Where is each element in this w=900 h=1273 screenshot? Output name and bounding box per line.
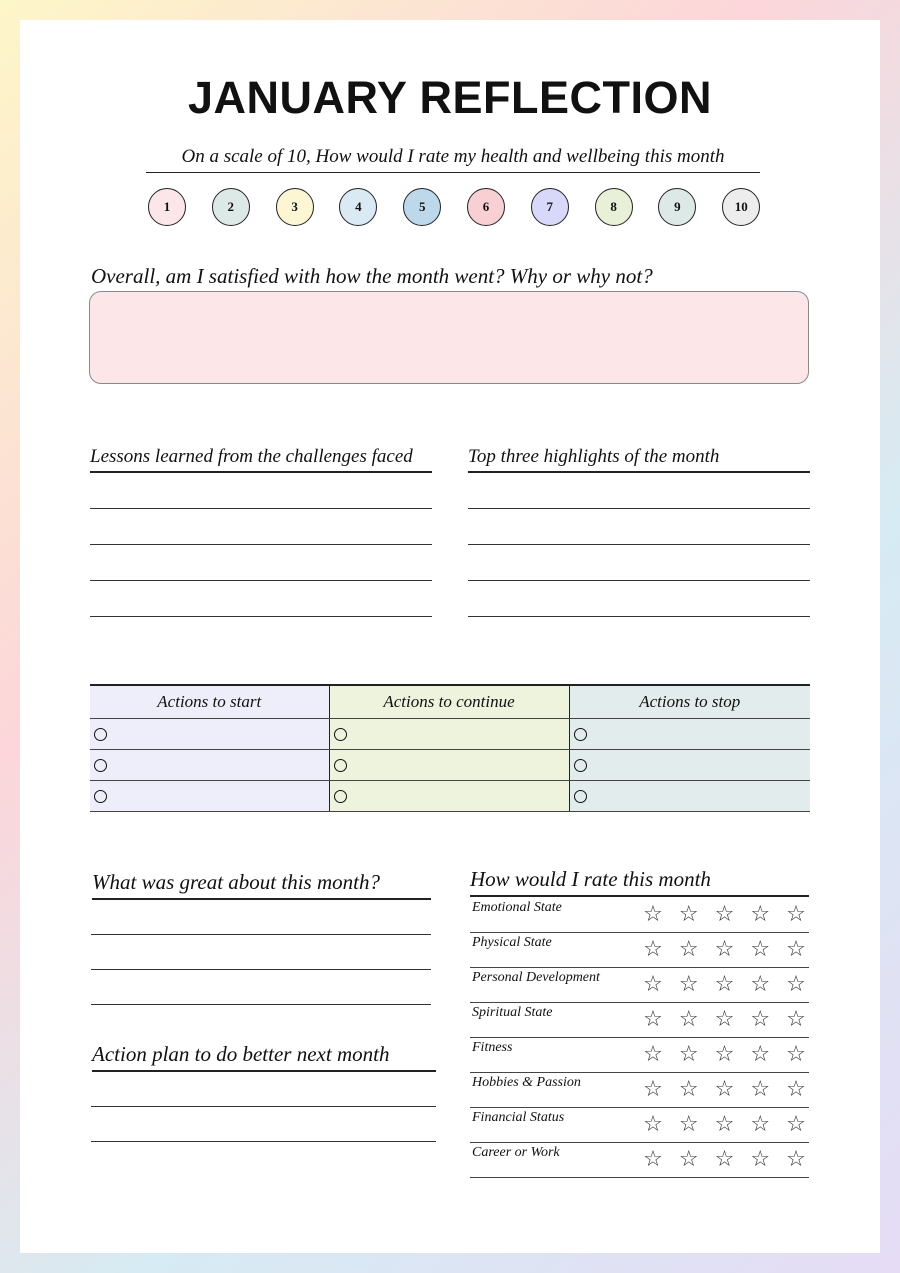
lessons-lines[interactable] [90, 473, 432, 617]
star-icon[interactable]: ☆ [678, 1042, 699, 1067]
writing-line [90, 508, 432, 509]
star-icon[interactable]: ☆ [643, 1077, 663, 1102]
star-icon[interactable]: ☆ [786, 937, 806, 962]
writing-line [90, 616, 432, 617]
highlights-lines[interactable] [468, 473, 810, 617]
action-start-cell[interactable] [90, 750, 329, 781]
checkbox-circle-icon[interactable] [334, 759, 347, 772]
star-rating [642, 1149, 809, 1171]
rating-row [470, 1073, 809, 1108]
star-icon[interactable]: ☆ [714, 1147, 735, 1172]
star-rating [642, 1114, 809, 1136]
rating-category-label: Hobbies & Passion [472, 1075, 581, 1090]
scale-option-10[interactable]: 10 [722, 188, 760, 226]
writing-line [91, 1141, 436, 1142]
star-rating [642, 904, 809, 926]
lessons-heading: Lessons learned from the challenges faced [90, 446, 432, 473]
rating-category-label: Fitness [472, 1040, 513, 1055]
star-icon[interactable]: ☆ [750, 1147, 771, 1172]
star-icon[interactable]: ☆ [750, 1042, 771, 1067]
star-icon[interactable]: ☆ [750, 1112, 771, 1137]
action-stop-cell[interactable] [569, 750, 810, 781]
rating-row [470, 1038, 809, 1073]
star-icon[interactable]: ☆ [643, 902, 663, 927]
action-stop-cell[interactable] [569, 781, 810, 812]
checkbox-circle-icon[interactable] [334, 790, 347, 803]
satisfied-question: Overall, am I satisfied with how the month went? Why or why not? [91, 264, 653, 288]
action-start-cell[interactable] [90, 781, 329, 812]
star-icon[interactable]: ☆ [714, 937, 735, 962]
wellbeing-scale [148, 188, 762, 228]
star-icon[interactable]: ☆ [714, 1007, 735, 1032]
actions-stop-header: Actions to stop [569, 685, 810, 719]
star-icon[interactable]: ☆ [786, 972, 806, 997]
star-icon[interactable]: ☆ [786, 1147, 806, 1172]
star-icon[interactable]: ☆ [750, 1007, 771, 1032]
action-continue-cell[interactable] [329, 750, 569, 781]
action-plan-lines[interactable] [91, 1072, 436, 1142]
rating-list [470, 898, 809, 1178]
star-icon[interactable]: ☆ [750, 902, 771, 927]
star-rating [642, 974, 809, 996]
action-start-cell[interactable] [90, 719, 329, 750]
journal-page [20, 20, 880, 1253]
action-continue-cell[interactable] [329, 719, 569, 750]
checkbox-circle-icon[interactable] [574, 790, 587, 803]
rating-row [470, 1108, 809, 1143]
rating-row [470, 1003, 809, 1038]
star-rating [642, 939, 809, 961]
highlights-heading: Top three highlights of the month [468, 446, 810, 473]
checkbox-circle-icon[interactable] [574, 728, 587, 741]
star-icon[interactable]: ☆ [714, 972, 735, 997]
rating-category-label: Personal Development [472, 970, 600, 985]
satisfied-answer-box[interactable] [89, 291, 809, 384]
writing-line [90, 580, 432, 581]
table-row [90, 781, 810, 812]
scale-option-5[interactable]: 5 [403, 188, 441, 226]
star-icon[interactable]: ☆ [643, 972, 663, 997]
star-icon[interactable]: ☆ [643, 1042, 663, 1067]
scale-option-6[interactable]: 6 [467, 188, 505, 226]
scale-option-3[interactable]: 3 [276, 188, 314, 226]
actions-continue-header: Actions to continue [329, 685, 569, 719]
star-icon[interactable]: ☆ [750, 1077, 771, 1102]
great-lines[interactable] [91, 900, 431, 1005]
rating-category-label: Career or Work [472, 1145, 560, 1160]
rating-category-label: Physical State [472, 935, 552, 950]
star-rating [642, 1079, 809, 1101]
star-icon[interactable]: ☆ [643, 1112, 663, 1137]
writing-line [91, 1106, 436, 1107]
star-icon[interactable]: ☆ [786, 1042, 806, 1067]
star-icon[interactable]: ☆ [643, 1147, 663, 1172]
rating-row [470, 933, 809, 968]
writing-line [468, 544, 810, 545]
writing-line [468, 508, 810, 509]
rating-category-label: Spiritual State [472, 1005, 553, 1020]
star-icon[interactable]: ☆ [643, 937, 663, 962]
table-row [90, 719, 810, 750]
rating-category-label: Financial Status [472, 1110, 565, 1125]
action-stop-cell[interactable] [569, 719, 810, 750]
star-icon[interactable]: ☆ [750, 937, 771, 962]
writing-line [91, 969, 431, 970]
checkbox-circle-icon[interactable] [94, 790, 107, 803]
scale-option-7[interactable]: 7 [531, 188, 569, 226]
star-icon[interactable]: ☆ [678, 1112, 699, 1137]
star-rating [642, 1044, 809, 1066]
writing-line [468, 580, 810, 581]
writing-line [90, 544, 432, 545]
star-icon[interactable]: ☆ [714, 1042, 735, 1067]
scale-option-2[interactable]: 2 [212, 188, 250, 226]
rating-row [470, 1143, 809, 1178]
checkbox-circle-icon[interactable] [334, 728, 347, 741]
star-icon[interactable]: ☆ [678, 1147, 699, 1172]
scale-option-1[interactable]: 1 [148, 188, 186, 226]
action-continue-cell[interactable] [329, 781, 569, 812]
star-icon[interactable]: ☆ [714, 1077, 735, 1102]
star-icon[interactable]: ☆ [786, 1112, 806, 1137]
writing-line [468, 616, 810, 617]
star-icon[interactable]: ☆ [786, 1007, 806, 1032]
rating-row [470, 898, 809, 933]
star-icon[interactable]: ☆ [678, 902, 699, 927]
star-icon[interactable]: ☆ [750, 972, 771, 997]
star-icon[interactable]: ☆ [786, 1077, 806, 1102]
rating-heading: How would I rate this month [470, 867, 809, 897]
checkbox-circle-icon[interactable] [94, 759, 107, 772]
actions-table [90, 684, 810, 812]
star-icon[interactable]: ☆ [678, 972, 699, 997]
star-rating [642, 1009, 809, 1031]
checkbox-circle-icon[interactable] [574, 759, 587, 772]
wellbeing-scale-question: On a scale of 10, How would I rate my health and wellbeing this month [146, 146, 760, 173]
scale-option-8[interactable]: 8 [595, 188, 633, 226]
checkbox-circle-icon[interactable] [94, 728, 107, 741]
star-icon[interactable]: ☆ [714, 1112, 735, 1137]
writing-line [91, 934, 431, 935]
star-icon[interactable]: ☆ [678, 1077, 699, 1102]
star-icon[interactable]: ☆ [678, 1007, 699, 1032]
writing-line [91, 1004, 431, 1005]
star-icon[interactable]: ☆ [643, 1007, 663, 1032]
star-icon[interactable]: ☆ [714, 902, 735, 927]
table-row [90, 750, 810, 781]
action-plan-heading: Action plan to do better next month [92, 1042, 436, 1072]
rating-row [470, 968, 809, 1003]
scale-option-4[interactable]: 4 [339, 188, 377, 226]
great-heading: What was great about this month? [92, 870, 431, 900]
star-icon[interactable]: ☆ [786, 902, 806, 927]
star-icon[interactable]: ☆ [678, 937, 699, 962]
rating-category-label: Emotional State [472, 900, 562, 915]
actions-start-header: Actions to start [90, 685, 329, 719]
scale-option-9[interactable]: 9 [658, 188, 696, 226]
page-title: JANUARY REFLECTION [187, 72, 713, 123]
